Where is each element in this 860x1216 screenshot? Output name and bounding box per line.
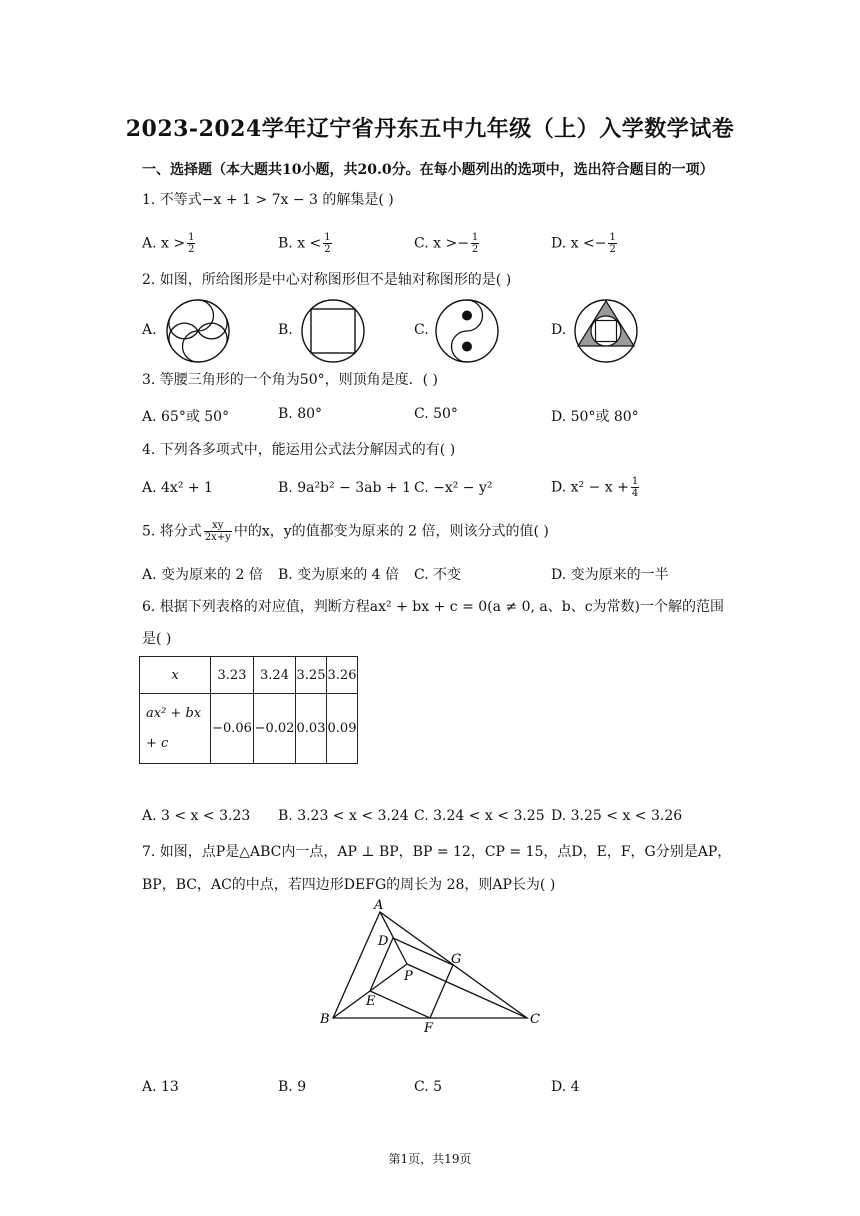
q1-option-c-text: C. x >− bbox=[414, 235, 469, 252]
q4-option-d-text: D. x² − x + bbox=[551, 479, 629, 496]
label-b: B bbox=[320, 1012, 330, 1027]
question-7-stem: 7. 如图，点P是△ABC内一点，AP ⊥ BP，BP = 12，CP = 15，点D，E，F，G分别是AP， bbox=[142, 844, 732, 860]
row-label-line-2: + c bbox=[146, 735, 169, 751]
label-p: P bbox=[404, 969, 413, 984]
fraction bbox=[471, 232, 479, 255]
label-a: A bbox=[374, 898, 384, 913]
q6-option-c: C. 3.24 < x < 3.25 bbox=[414, 808, 545, 824]
q7-geometry-figure bbox=[310, 895, 550, 1035]
fraction-den: 2x+y bbox=[204, 532, 231, 543]
q3-option-c: C. 50° bbox=[414, 406, 458, 422]
fraction-den: 2 bbox=[324, 244, 331, 255]
q4-option-a: A. 4x² + 1 bbox=[142, 480, 213, 496]
q5-option-d: D. 变为原来的一半 bbox=[551, 567, 669, 583]
table-row bbox=[140, 694, 358, 764]
q5-option-c: C. 不变 bbox=[414, 567, 462, 583]
fraction-num: xy bbox=[204, 520, 232, 532]
segment-cp bbox=[407, 964, 527, 1018]
q7-option-c: C. 5 bbox=[414, 1079, 443, 1095]
q6-option-d: D. 3.25 < x < 3.26 bbox=[551, 808, 683, 824]
q4-option-c: C. −x² − y² bbox=[414, 480, 493, 496]
fraction-den: 2 bbox=[609, 244, 616, 255]
value-table bbox=[139, 656, 358, 764]
fraction bbox=[631, 476, 639, 499]
fraction-num: 1 bbox=[609, 232, 616, 243]
fraction bbox=[204, 520, 232, 543]
triangle-abc bbox=[333, 912, 527, 1018]
table-cell: 0.03 bbox=[296, 694, 327, 764]
q4-option-b: B. 9a²b² − 3ab + 1 bbox=[278, 480, 412, 496]
table-cell: 0.09 bbox=[327, 694, 358, 764]
table-cell: −0.06 bbox=[211, 694, 254, 764]
q3-option-d: D. 50°或 80° bbox=[551, 409, 639, 425]
q6-option-a: A. 3 < x < 3.23 bbox=[142, 808, 251, 824]
q2-figure-a-swirl-icon bbox=[164, 297, 232, 365]
q7-option-b: B. 9 bbox=[278, 1079, 307, 1095]
q1-option-a-text: A. x > bbox=[142, 235, 186, 252]
question-6-stem: 6. 根据下列表格的对应值，判断方程ax² + bx + c = 0(a ≠ 0, a、b、c为常数)一个解的范围 bbox=[142, 599, 725, 615]
question-6-stem-cont: 是( ) bbox=[142, 631, 172, 647]
table-cell: 3.25 bbox=[296, 657, 327, 694]
q2-option-a-label: A. bbox=[142, 322, 157, 338]
question-4-stem: 4. 下列各多项式中，能运用公式法分解因式的有( ) bbox=[142, 442, 456, 458]
q1-option-d bbox=[551, 232, 619, 255]
question-1-stem: 1. 不等式−x + 1 > 7x − 3 的解集是( ) bbox=[142, 192, 394, 208]
q2-option-c-label: C. bbox=[414, 322, 429, 338]
q2-option-b-label: B. bbox=[278, 322, 293, 338]
label-f: F bbox=[424, 1021, 434, 1035]
page-footer: 第1页，共19页 bbox=[388, 1152, 472, 1166]
fraction bbox=[323, 232, 331, 255]
fraction-num: 1 bbox=[631, 476, 639, 487]
label-c: C bbox=[530, 1012, 540, 1027]
table-cell: 3.24 bbox=[254, 657, 296, 694]
row-label-line-1: ax² + bx bbox=[146, 705, 202, 721]
q3-option-b: B. 80° bbox=[278, 406, 323, 422]
page-title: 2023-2024学年辽宁省丹东五中九年级（上）入学数学试卷 bbox=[125, 116, 735, 142]
fraction bbox=[187, 232, 195, 255]
label-e: E bbox=[366, 994, 376, 1009]
q1-option-a bbox=[142, 232, 197, 255]
fraction bbox=[608, 232, 616, 255]
q6-option-b: B. 3.23 < x < 3.24 bbox=[278, 808, 409, 824]
q2-figure-c-yin-yang-icon bbox=[433, 297, 501, 365]
q5-option-b: B. 变为原来的 4 倍 bbox=[278, 567, 399, 583]
q5-stem-pre: 5. 将分式 bbox=[142, 523, 202, 540]
question-7-stem-cont: BP，BC，AC的中点，若四边形DEFG的周长为 28，则AP长为( ) bbox=[142, 877, 556, 893]
fraction-num: 1 bbox=[324, 232, 331, 243]
table-header-cell bbox=[140, 694, 211, 764]
q2-figure-d-triangle-in-circle-icon bbox=[572, 297, 640, 365]
q3-option-a: A. 65°或 50° bbox=[142, 409, 230, 425]
table-header-cell: x bbox=[140, 657, 211, 694]
q1-option-b-text: B. x < bbox=[278, 235, 322, 252]
q1-option-d-text: D. x <− bbox=[551, 235, 607, 252]
fraction-den: 2 bbox=[471, 244, 479, 255]
fraction-num: 1 bbox=[188, 232, 195, 243]
q2-figure-b-square-in-circle-icon bbox=[299, 297, 367, 365]
label-g: G bbox=[451, 952, 462, 967]
q1-option-c bbox=[414, 232, 481, 255]
table-cell: 3.26 bbox=[327, 657, 358, 694]
question-5-stem bbox=[142, 520, 549, 543]
q5-option-a: A. 变为原来的 2 倍 bbox=[142, 567, 263, 583]
question-3-stem: 3. 等腰三角形的一个角为50°，则顶角是度．( ) bbox=[142, 372, 438, 388]
q2-option-d-label: D. bbox=[551, 322, 567, 338]
fraction-den: 2 bbox=[188, 244, 195, 255]
question-2-stem: 2. 如图，所给图形是中心对称图形但不是轴对称图形的是( ) bbox=[142, 272, 512, 288]
q5-stem-post: 中的x，y的值都变为原来的 2 倍，则该分式的值( ) bbox=[233, 523, 549, 540]
q4-option-d bbox=[551, 476, 641, 499]
table-cell: 3.23 bbox=[211, 657, 254, 694]
fraction-den: 4 bbox=[631, 488, 639, 499]
table-cell: −0.02 bbox=[254, 694, 296, 764]
label-d: D bbox=[378, 934, 389, 949]
fraction-num: 1 bbox=[471, 232, 479, 243]
section-heading: 一、选择题（本大题共10小题，共20.0分。在每小题列出的选项中，选出符合题目的一项） bbox=[142, 162, 714, 178]
q1-option-b bbox=[278, 232, 334, 255]
q7-option-d: D. 4 bbox=[551, 1079, 580, 1095]
q7-option-a: A. 13 bbox=[142, 1079, 179, 1095]
table-row bbox=[140, 657, 358, 694]
